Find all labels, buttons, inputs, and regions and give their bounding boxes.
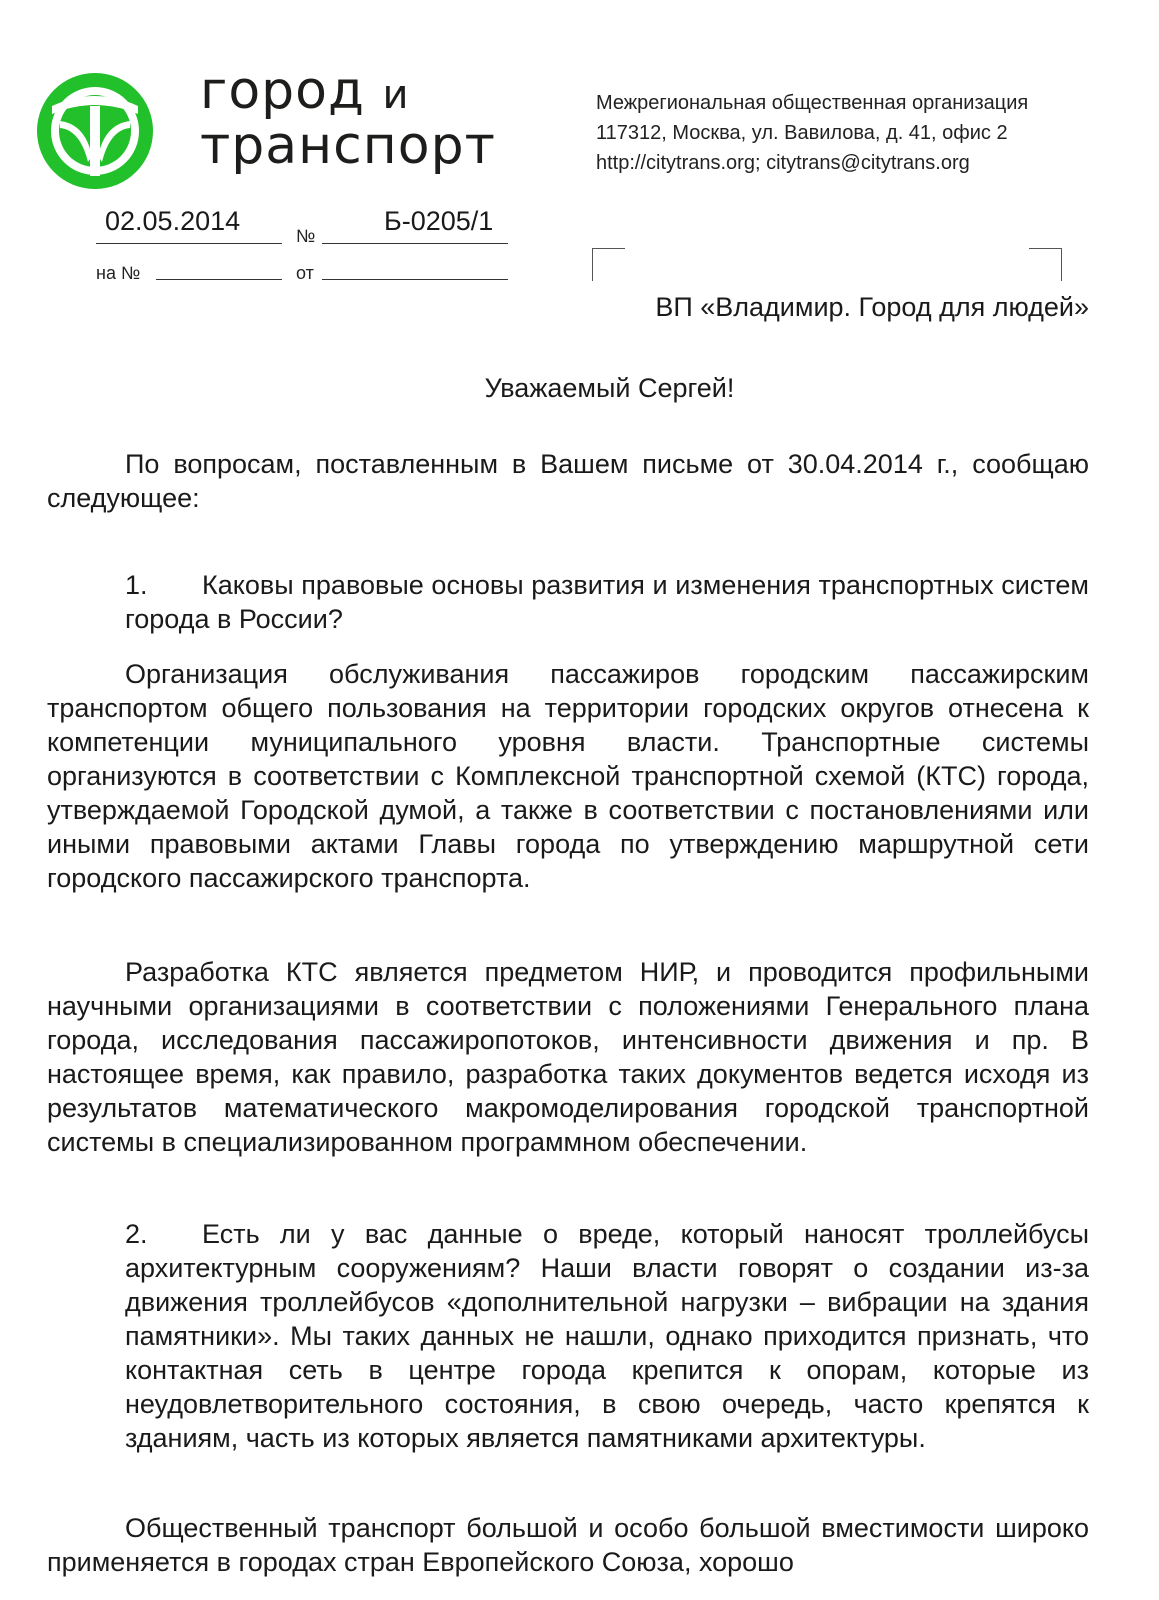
letter-date: 02.05.2014 <box>105 206 241 236</box>
question-1 <box>125 568 1089 636</box>
question-2 <box>125 1217 1089 1455</box>
brand-word-and: и <box>382 72 410 118</box>
answer-2-paragraph-1: Общественный транспорт большой и особо большой вместимости широко применяется в городах стран Европейского Союза, хорошо <box>47 1513 1089 1577</box>
brand-word-transport: транспорт <box>200 116 496 176</box>
number-label: № <box>296 226 316 246</box>
intro-paragraph: По вопросам, поставленным в Вашем письме от 30.04.2014 г., сообщаю следующее: <box>47 449 1089 513</box>
question-1-text: Каковы правовые основы развития и изменения транспортных систем города в России? <box>125 570 1089 634</box>
organization-info <box>596 88 1028 178</box>
salutation: Уважаемый Сергей! <box>484 373 735 403</box>
addressee: ВП «Владимир. Город для людей» <box>655 292 1089 322</box>
brand-word-city: город <box>200 61 365 121</box>
reference-underline <box>156 279 282 280</box>
org-name: Межрегиональная общественная организация <box>596 92 1029 114</box>
date-underline <box>96 243 282 244</box>
question-2-text: Есть ли у вас данные о вреде, который наносят троллейбусы архитектурным сооружениям? Наши власти говорят о создании из-за движения троллейбусов «дополнительной нагрузки – вибрации на здания памятники». Мы таких данных не нашли, однако приходится признать, что контактная сеть в центре города крепится к опорам, которые из неудовлетворительного состояния, в свою очередь, часто крепятся к зданиям, часть из которых является памятниками архитектуры. <box>125 1219 1089 1453</box>
answer-1-paragraph-1: Организация обслуживания пассажиров городским пассажирским транспортом общего пользования на территории городских округов отнесена к компетенции муниципального уровня власти. Транспортные системы организуются в соответствии с Комплексной транспортной схемой (КТС) города, утверждаемой Городской думой, а также в соответствии с постановлениями или иными правовыми актами Главы города по утверждению маршрутной сети городского пассажирского транспорта. <box>47 659 1089 893</box>
from-label: от <box>296 263 314 283</box>
answer-1-paragraph-2: Разработка КТС является предметом НИР, и проводится профильными научными организациями в соответствии с положениями Генерального плана города, исследования пассажиропотоков, интенсивности движения и пр. В настоящее время, как правило, разработка таких документов ведется исходя из результатов математического макромоделирования городской транспортной системы в специализированном программном обеспечении. <box>47 957 1089 1157</box>
number-underline <box>322 243 508 244</box>
address-corner-right <box>1029 248 1062 281</box>
city-transport-logo <box>30 66 160 196</box>
question-1-number: 1. <box>125 570 148 600</box>
reference-label: на № <box>96 263 141 283</box>
letter-number: Б-0205/1 <box>384 206 494 236</box>
brand-wordmark <box>200 61 496 176</box>
org-address: 117312, Москва, ул. Вавилова, д. 41, офис 2 <box>596 122 1008 144</box>
org-contacts: http://citytrans.org; citytrans@citytrans.org <box>596 152 970 174</box>
question-2-number: 2. <box>125 1219 148 1249</box>
address-corner-left <box>592 248 625 281</box>
from-underline <box>322 279 508 280</box>
